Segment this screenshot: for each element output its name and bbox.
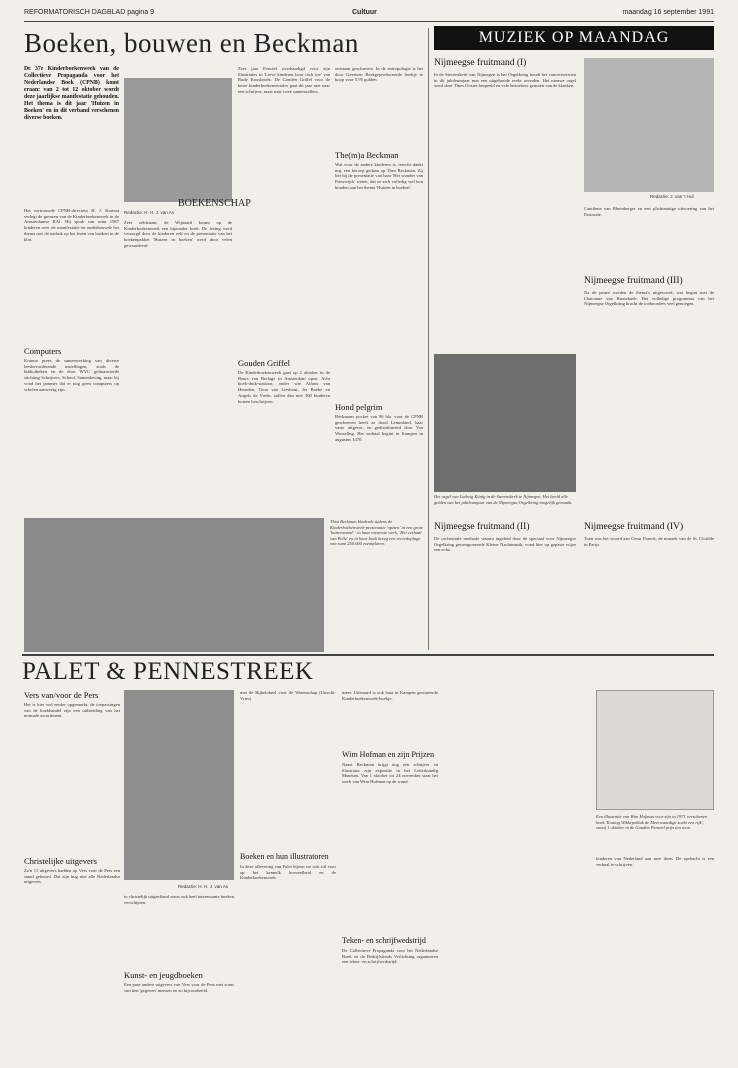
issue-date: maandag 16 september 1991 [622, 9, 714, 16]
photo-caption: Het orgel van Ludwig König in de Stevenskerk te Nijmegen. Het beeld alle gelden van het jubileumjaar van de Nijmeegse Orgelkring mogelijk gemaakt. [434, 494, 573, 505]
article-body: meer. Uiteraard is ook haar in Kampen gesitueerde Kinderboekenweek-boekje. [342, 690, 438, 701]
article-body: Het is hier wel eerder opgemerkt: de toepassingen van de boekhandel zijn een uitbreiding van het normale assortiment. [24, 702, 120, 719]
article-body: Kraima prees de samenwerking van diverse leesbevorderende instellingen, zoals de bibliotheken en de door WVC gefinancierde stichting Schrijvers, School, Samenleving, maar hij vond het jammer dat er nog geen computers op scholen aanwezig zijn. [24, 358, 119, 392]
article-body: Toen was het woord aan Cesar Franck, de muziek van de St. Clotilde in Parijs. [584, 536, 714, 547]
newspaper-name: REFORMATORISCH DAGBLAD pagina 9 [24, 9, 155, 16]
article-body: met de Bijbeloheel voor de Wetenschap (Utrecht-Vries). [240, 690, 336, 701]
article-body: Beckmans pocket van 96 blz. voor de CPNB geschreven heeft ze dood Lemmland, haar vaste uitgever, en gedistribueerd door Van Wessellng. Het verhaal begint in Kampen in augustus 1470. [335, 414, 423, 442]
column-divider [428, 28, 429, 650]
section-heading-nfm3: Nijmeegse fruitmand (III) [584, 276, 683, 286]
article-body: in christelijk uitgeefland soms ook heel interessante boeken verschijnen. [124, 894, 234, 905]
article-body: De orchestrale methode waarin ingeleid door de speciaal voor Nijmeegse Orgelkring gecomponeerde Kleine Nachtmusik, vond hier op gepaste wijze een echo. [434, 536, 576, 553]
article-body: Wat voor de andere kinderen is, terecht dankt mij, een beroep gedaan op Thea Beckman. Zij liet bij de presentatie van haar 'Het wonder van Frieswijck' weten, dat ze zich volledig wel kon houden aan het thema 'Huizen in boeken'. [335, 162, 423, 190]
photo-caption: Thea Beckman bladerde tijdens de Kinderboekenweek-presentatie 'opzien' in een grote 'huizenwand' - in haar nieuwste werk, 'Het verhaal van Pelle' en in haar boek kreeg een recordoplage van ruim 250.000 exemplaren. [330, 519, 423, 546]
wim-hofman-illustration [596, 690, 714, 810]
article-body: In deze aflevering van Palet bijzon we ook stil voor op het kennelk hoeveelheid en de Kinderboekenweek. [240, 864, 336, 881]
section-credit: Redactie: H. H. J. van As [178, 884, 229, 889]
article-body: De Kinderboekenweek gaat op 2 oktober in de Beurs van Berlage in Amsterdam open. Acht boek-druk-stations, onder wie Alfons van Heusden, Toon van Lieshout, Jet Boeke en Angels de Vrede, zullen dan met 300 kinderen huizen beschrijven. [238, 370, 330, 404]
section-heading-nfm1: Nijmeegse fruitmand (I) [434, 58, 527, 68]
article-body: kinderen van Nederland aan mee doen. De opdracht is een verhaal te schrijven. [596, 856, 714, 867]
article-lede: De 37e Kinderboekenweek van de Collectieve Propaganda voor het Nederlandse Boek (CPNB) komt eraan: van 2 tot 12 oktober wordt deze jaarlijkse manifestatie gehouden. Het thema is dit jaar 'Huizen in Boeken' en in dit verband verschenen diverse boeken. [24, 66, 119, 121]
section-heading-illustratoren: Boeken en hun illustratoren [240, 852, 329, 861]
section-banner-muziek: MUZIEK OP MAANDAG [434, 26, 714, 50]
article-body: Cantilene van Rheinberger en een plichtmatige uitvoering van het Pastorale. [584, 206, 714, 217]
article-body: De Collectieve Propaganda voor het Nederlandse Boek en de Bedrijfsfonds Verlichting organiseren een teken- en schrijfwedstrijd. [342, 948, 438, 965]
section-heading-nfm2: Nijmeegse fruitmand (II) [434, 522, 530, 532]
section-heading-christelijke: Christelijke uitgevers [24, 856, 97, 866]
section-divider [22, 654, 714, 656]
article-body: Zeer jaar Penseel overhandigd voor zijn illustraties in 'Lieve kinderen hoor toch toe' van Rudy Kousbroek. De Gouden Griffel voor de beste kinderboekenvertaler gaat dit jaar niet naar een schrijver, maar naar twee samenstellers. [238, 66, 330, 94]
beckman-photo [24, 518, 324, 652]
article-body: Het vertrouwde CPNB-directeur H. J. Kraima verlegt de grenzen van de Kinderboekenweek in de Amsterdamse RAI. Hij sprak van ruim 1987 kinderen over de manifestatie en onderbouwde het thema met de nadruk op het lezen van boeken in de klas. [24, 208, 119, 242]
section-heading-griffel: Gouden Griffel [238, 358, 291, 368]
section-name: Cultuur [352, 9, 377, 16]
page-title: Boeken, bouwen en Beckman [24, 28, 359, 58]
article-body: In de Stevenskerk van Nijmegen is het Orgelkring houdt het concertseizoen in dit jubileumjaar met een uitgebreide reeks avonden. Het nieuwe orgel werd door Thies Ooster bespeeld en vele bezoekers genoten van de klanken. [434, 72, 576, 89]
palet-photo [124, 690, 234, 880]
article-body: Na de pauze werden de thema's uitgevoerd, wat begint met de Chaconne van Buxtehude. Het volledige programma van het Nijmeegse Orgelkring bracht de toehoorders veel genoegen. [584, 290, 714, 307]
article-body: Zo'n 11 uitgevers hadden op Vers voor de Pers een stand gehuurd. Dat zijn hug niet alle Nederlandse uitgevers. [24, 868, 120, 885]
section-heading-wim: Wim Hofman en zijn Prijzen [342, 750, 435, 759]
section-credit: Redactie: H. H. J. van As [124, 210, 175, 215]
section-title-palet: PALET & PENNESTREEK [22, 658, 314, 685]
section-heading-teken: Teken- en schrijfwedstrijd [342, 936, 426, 945]
section-heading-kunst: Kunst- en jeugdboeken [124, 970, 203, 980]
section-heading-computers: Computers [24, 346, 62, 356]
photo-caption: Een illustratie van Wim Hofman voor zijn in 1971 verschenen boek 'Koning Wikkepokluk de Meerwaardige zoekt een rijk', vanaf 1 oktober in de Gouden Penseel prijs ten toon. [596, 814, 708, 830]
section-heading-vers: Vers van/voor de Pers [24, 690, 99, 700]
house-photo [124, 78, 232, 202]
article-body: Zeer zeldzaam, de Wijnaard kwam op de Kinderboekenweek een bijzonder boek. De lezing werd verzorgd door de kinderen zelf en de presentatie van het boekenpakket 'Huizen in boeken' werd door velen gewaardeerd. [124, 220, 232, 248]
page-header [24, 7, 714, 22]
organ-photo [434, 354, 576, 492]
section-credit: Redactie: J. van 't Hul [650, 194, 694, 199]
portrait-photo [584, 58, 714, 192]
article-body: ontstaan geschreven. In de antropologie is het door Geertsen Beekgeproduceerde boekje te koop voor 5,95 gulden. [335, 66, 423, 83]
section-heading-hond: Hond pelgrim [335, 402, 383, 412]
article-body: Een paar andere uitgevers van Vers voor de Pers met soms van hen 'gegeven' mensen en zo bijvoorbeeld. [124, 982, 234, 993]
section-heading-nfm4: Nijmeegse fruitmand (IV) [584, 522, 684, 532]
section-heading-beckman: The(m)a Beckman [335, 150, 399, 160]
boekenschap-label: BOEKENSCHAP [178, 198, 251, 209]
article-body: Naast Beckman krijgt nog een schrijver en illustrator zijn expositie in het Letterkundig Museum. Van 1 oktober tot 24 november staat het werk van Wim Hofman op de wand. [342, 762, 438, 785]
